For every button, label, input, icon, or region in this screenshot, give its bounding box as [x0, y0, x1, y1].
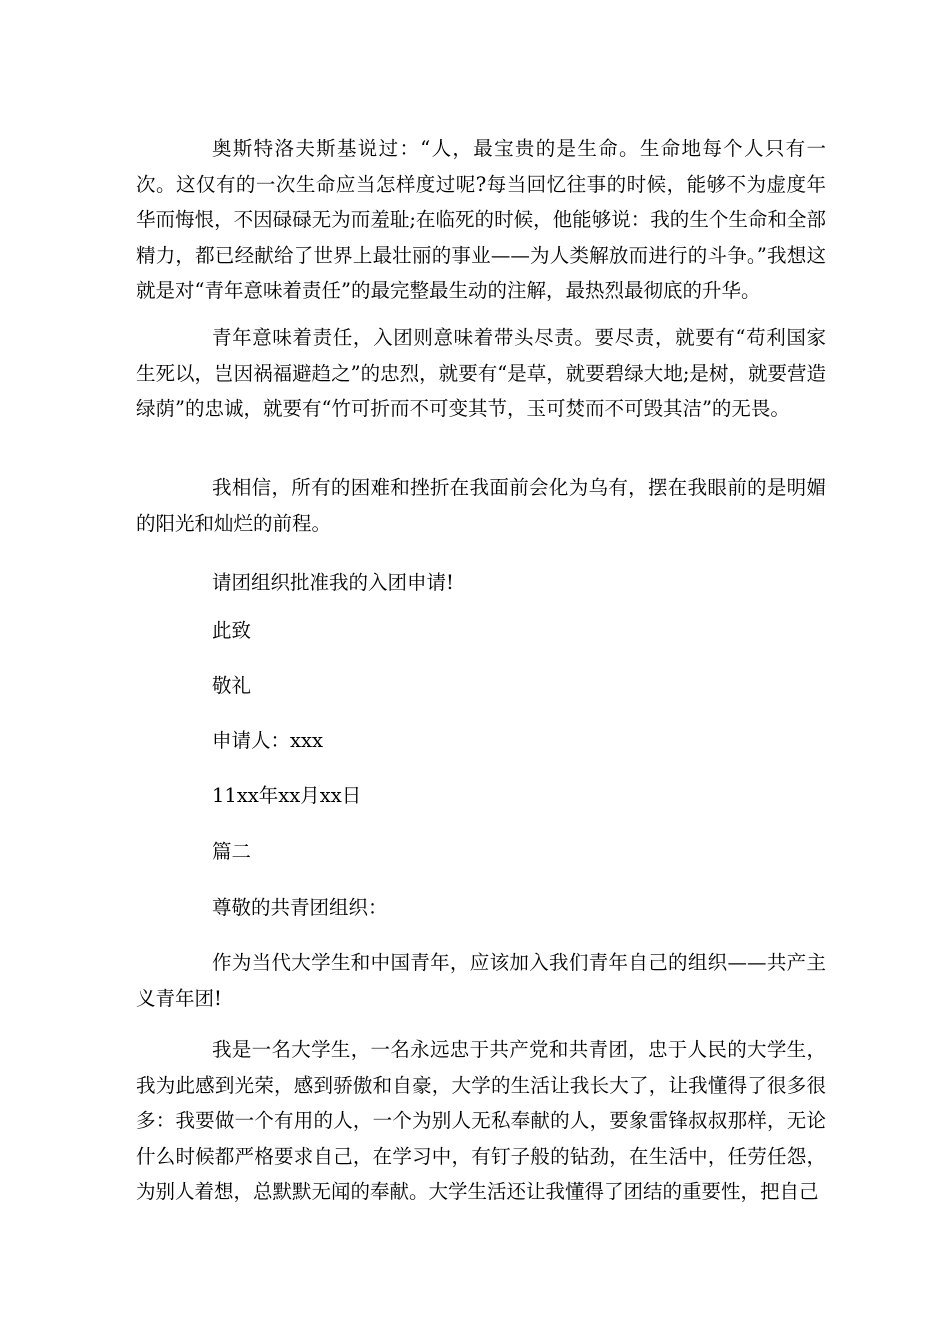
paragraph-youth-responsibility: 青年意味着责任，入团则意味着带头尽责。要尽责，就要有“苟利国家生死以，岂因祸福避趋之”的忠烈，就要有“是草，就要碧绿大地;是树，就要营造绿荫”的忠诚，就要有“竹可折而不可变其节，玉可焚而不可毁其洁”的无畏。	[136, 326, 826, 421]
paragraph-join-league: 作为当代大学生和中国青年，应该加入我们青年自己的组织——共产主义青年团!	[136, 951, 826, 1010]
paragraph-ostrovsky-quote: 奥斯特洛夫斯基说过：“人，最宝贵的是生命。生命地每个人只有一次。这仅有的一次生命应当怎样度过呢?每当回忆往事的时候，能够不为虚度年华而悔恨，不因碌碌无为而羞耻;在临死的时候，他能够说：我的生个生命和全部精力，都已经献给了世界上最壮丽的事业——为人类解放而进行的斗争。”我想这就是对“青年意味着责任”的最完整最生动的注解，最热烈最彻底的升华。	[136, 137, 826, 303]
closing-jingli: 敬礼	[212, 674, 252, 697]
applicant-line: 申请人：xxx	[212, 729, 323, 752]
date-line: 11xx年xx月xx日	[212, 784, 362, 807]
request-line: 请团组织批准我的入团申请!	[212, 571, 454, 594]
section-title: 篇二	[212, 840, 252, 863]
salutation: 尊敬的共青团组织：	[212, 896, 388, 919]
paragraph-belief: 我相信，所有的困难和挫折在我面前会化为乌有，摆在我眼前的是明媚的阳光和灿烂的前程。	[136, 476, 826, 535]
paragraph-college-student: 我是一名大学生，一名永远忠于共产党和共青团，忠于人民的大学生，我为此感到光荣，感到骄傲和自豪，大学的生活让我长大了，让我懂得了很多很多：我要做一个有用的人，一个为别人无私奉献的人，要象雷锋叔叔那样，无论什么时候都严格要求自己，在学习中，有钉子般的钻劲，在生活中，任劳任怨，为别人着想，总默默无闻的奉献。大学生活还让我懂得了团结的重要性，把自己	[136, 1038, 826, 1204]
closing-cizhi: 此致	[212, 619, 252, 642]
